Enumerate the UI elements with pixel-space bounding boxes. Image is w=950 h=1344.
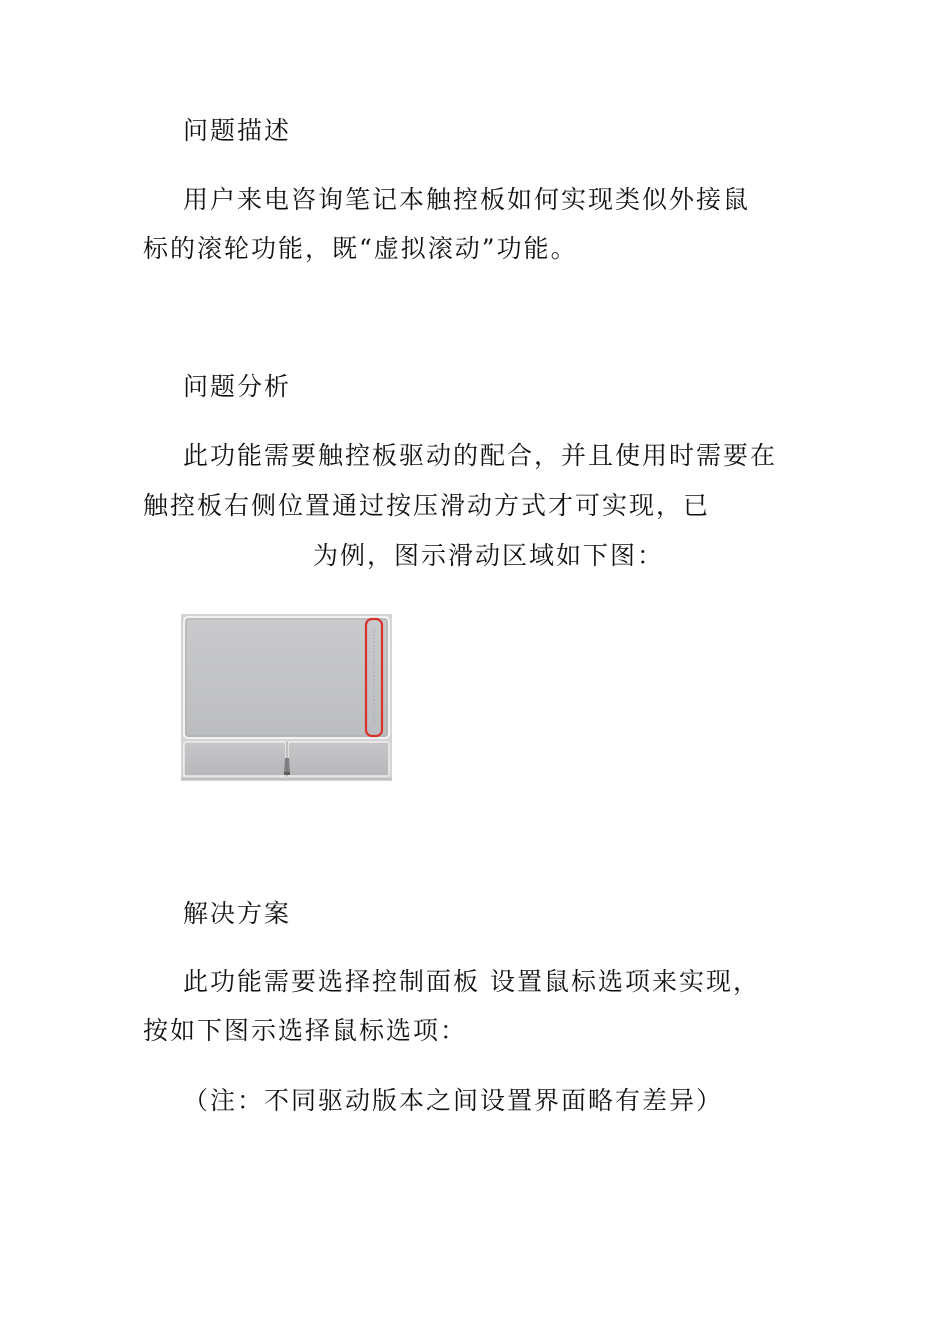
solution-line-1: 此功能需要选择控制面板 设置鼠标选项来实现， (183, 967, 760, 996)
heading-problem-analysis: 问题分析 (183, 372, 292, 401)
touchpad-surface (184, 617, 389, 738)
solution-note: （注：不同驱动版本之间设置界面略有差异） (183, 1086, 724, 1115)
right-click-button (288, 742, 389, 776)
left-click-button (184, 742, 286, 776)
heading-problem-description: 问题描述 (183, 116, 292, 145)
solution-line-2: 按如下图示选择鼠标选项： (143, 1016, 468, 1045)
heading-solution: 解决方案 (183, 899, 292, 928)
touchpad-scroll-area-image (181, 614, 392, 781)
analysis-line-1: 此功能需要触控板驱动的配合，并且使用时需要在 (183, 441, 778, 470)
analysis-line-2: 触控板右侧位置通过按压滑动方式才可实现，已 (143, 491, 711, 520)
description-line-2: 标的滚轮功能，既“虚拟滚动”功能。 (143, 234, 578, 263)
description-line-1: 用户来电咨询笔记本触控板如何实现类似外接鼠 (183, 185, 751, 214)
analysis-line-3: 为例，图示滑动区域如下图： (313, 541, 665, 570)
